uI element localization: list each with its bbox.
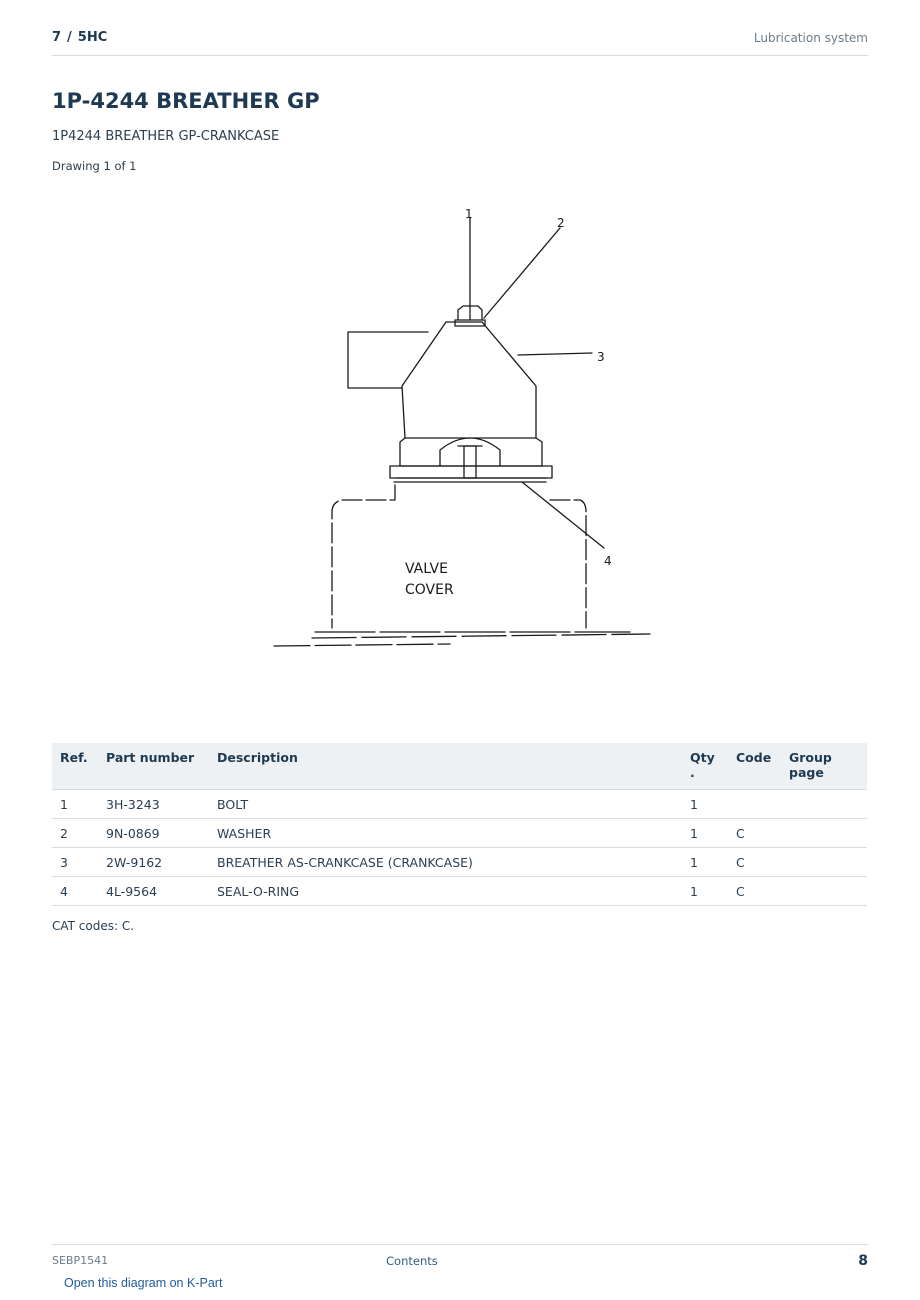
header-qty bbox=[682, 743, 728, 790]
header-section bbox=[52, 30, 107, 45]
model-name: 5HC bbox=[77, 30, 108, 45]
callout-1: 1 bbox=[465, 207, 473, 221]
header-group-page bbox=[781, 743, 867, 790]
cell-ref: 3 bbox=[52, 848, 98, 877]
cat-codes-note: CAT codes: C. bbox=[52, 919, 135, 933]
cell-qty: 1 bbox=[682, 790, 728, 819]
cell-qty: 1 bbox=[682, 877, 728, 906]
header-ref: Ref. bbox=[52, 743, 98, 790]
drawing-label: Drawing 1 of 1 bbox=[52, 159, 137, 173]
document-id: SEBP1541 bbox=[52, 1254, 109, 1267]
cell-part-number: 3H-3243 bbox=[98, 790, 209, 819]
parts-table bbox=[52, 743, 867, 906]
page-subtitle: 1P4244 BREATHER GP-CRANKCASE bbox=[52, 129, 280, 144]
table-row bbox=[52, 877, 867, 906]
cell-group-page bbox=[781, 790, 867, 819]
parts-diagram bbox=[260, 200, 660, 700]
cell-qty: 1 bbox=[682, 819, 728, 848]
cell-group-page bbox=[781, 819, 867, 848]
valve-cover-label-line2: COVER bbox=[405, 582, 454, 598]
cell-code bbox=[728, 790, 781, 819]
cell-ref: 2 bbox=[52, 819, 98, 848]
table-row bbox=[52, 790, 867, 819]
header-description: Description bbox=[209, 743, 682, 790]
header-separator: / bbox=[67, 30, 72, 45]
breather-drawing bbox=[260, 200, 660, 700]
cell-code: C bbox=[728, 877, 781, 906]
header-code: Code bbox=[728, 743, 781, 790]
cell-code: C bbox=[728, 819, 781, 848]
callout-2: 2 bbox=[557, 216, 565, 230]
table-row bbox=[52, 819, 867, 848]
cell-qty: 1 bbox=[682, 848, 728, 877]
callout-4: 4 bbox=[604, 554, 612, 568]
header-qty-line1: Qty bbox=[690, 750, 715, 765]
cell-part-number: 4L-9564 bbox=[98, 877, 209, 906]
cell-description: BREATHER AS-CRANKCASE (CRANKCASE) bbox=[209, 848, 682, 877]
cell-description: WASHER bbox=[209, 819, 682, 848]
page-footer bbox=[52, 1244, 868, 1275]
page-number: 8 bbox=[858, 1253, 868, 1269]
callout-3: 3 bbox=[597, 350, 605, 364]
cell-description: SEAL-O-RING bbox=[209, 877, 682, 906]
page-title: 1P-4244 BREATHER GP bbox=[52, 89, 320, 113]
section-name: Lubrication system bbox=[753, 31, 868, 45]
table-row bbox=[52, 848, 867, 877]
open-kpart-link[interactable]: Open this diagram on K-Part bbox=[64, 1276, 223, 1290]
page-header bbox=[52, 28, 868, 56]
cell-ref: 4 bbox=[52, 877, 98, 906]
cell-description: BOLT bbox=[209, 790, 682, 819]
cell-part-number: 2W-9162 bbox=[98, 848, 209, 877]
contents-link[interactable]: Contents bbox=[386, 1254, 438, 1268]
table-header-row bbox=[52, 743, 867, 790]
cell-group-page bbox=[781, 848, 867, 877]
section-number: 7 bbox=[52, 30, 62, 45]
cell-part-number: 9N-0869 bbox=[98, 819, 209, 848]
header-group-line2: page bbox=[789, 765, 824, 780]
cell-ref: 1 bbox=[52, 790, 98, 819]
cell-code: C bbox=[728, 848, 781, 877]
cell-group-page bbox=[781, 877, 867, 906]
valve-cover-label-line1: VALVE bbox=[405, 561, 448, 577]
header-part-number: Part number bbox=[98, 743, 209, 790]
header-group-line1: Group bbox=[789, 750, 832, 765]
header-qty-line2: . bbox=[690, 765, 695, 780]
